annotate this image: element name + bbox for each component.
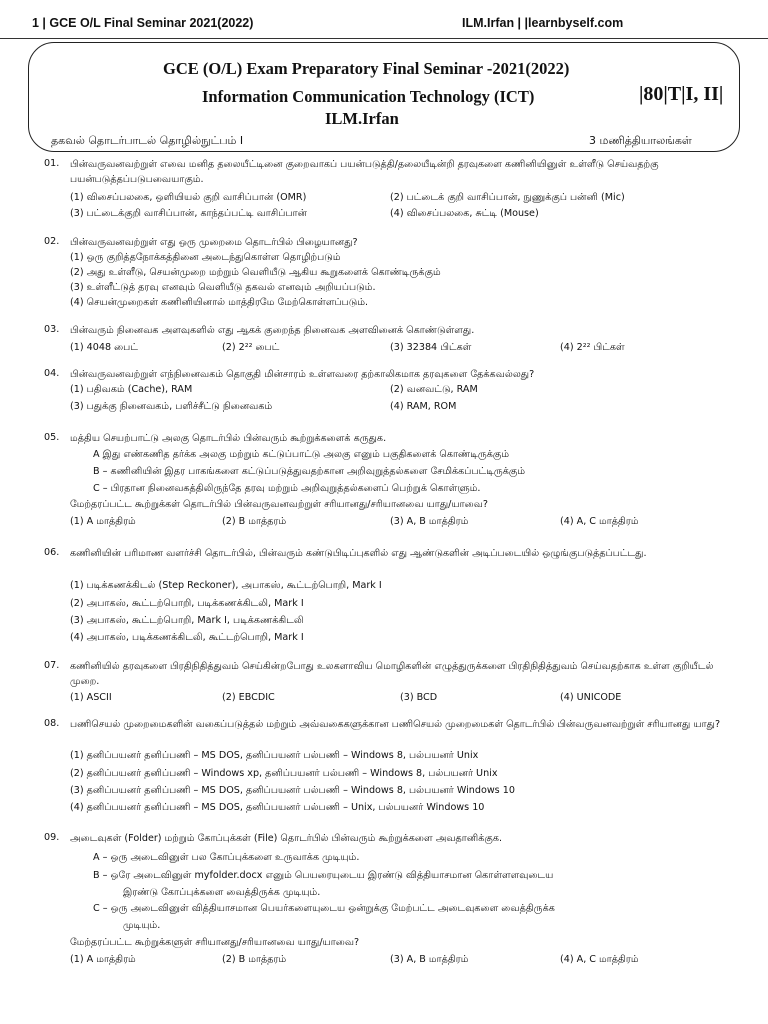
option: (2) EBCDIC: [222, 692, 275, 703]
option: (1) ASCII: [70, 692, 112, 703]
option: (4) தனிப்பயனர் தனிப்பணி – MS DOS, தனிப்பயனர் பல்பணி – Unix, பல்பயனர் Windows 10: [70, 802, 485, 813]
statement: A – ஒரு அடைவினுள் பல கோப்புக்களை உருவாக்க முடியும்.: [93, 852, 360, 863]
question-text: பின்வருவனவற்றுள் எந்நினைவகம் தொகுதி மின்சாரம் உள்ளவரை தற்காலிகமாக தரவுகளை தேக்கவல்லது?: [70, 369, 535, 380]
option: (2) வனவட்டு, RAM: [390, 384, 478, 395]
question-text: அடைவுகள் (Folder) மற்றும் கோப்புக்கள் (File) தொடர்பில் பின்வரும் கூற்றுக்களை அவதானிக்குக.: [70, 833, 503, 844]
option: (4) RAM, ROM: [390, 401, 457, 412]
option: (2) 2²² பைட்: [222, 342, 280, 353]
option: (1) A மாத்திரம்: [70, 954, 136, 965]
top-bar: [0, 12, 768, 39]
exam-title: GCE (O/L) Exam Preparatory Final Seminar -2021(2022): [163, 59, 570, 78]
option: (4) அபாகஸ், படிக்கணக்கிடலி, கூட்டற்பொறி, Mark I: [70, 632, 304, 643]
question-number: 06.: [44, 547, 60, 558]
question-number: 01.: [44, 158, 60, 169]
duration: 3 மணித்தியாலங்கள்: [589, 134, 692, 147]
option: (4) A, C மாத்திரம்: [560, 954, 639, 965]
statement: C – பிரதான நினைவகத்திலிருந்தே தரவு மற்றும் அறிவுறுத்தல்களைப் பெற்றுக் கொள்ளும்.: [93, 483, 481, 494]
option: (2) B மாத்தரம்: [222, 516, 287, 527]
question-number: 02.: [44, 236, 60, 247]
top-left-text: 1 | GCE O/L Final Seminar 2021(2022): [32, 16, 254, 30]
statement: முடியும்.: [123, 920, 161, 931]
subject-tamil: தகவல் தொடர்பாடல் தொழில்நுட்பம் I: [51, 134, 244, 147]
question-text: பணிசெயல் முறைமைகளின் வகைப்படுத்தல் மற்றும் அவ்வகைகளுக்கான பணிசெயல் முறைமைகள் தொடர்பில் பின்வருவனவற்றுள் சரியானது யாது?: [70, 719, 721, 730]
option: (1) ஒரு குறித்தநோக்கத்தினை அடைந்துகொள்ள தொழிற்படும்: [70, 252, 341, 263]
statement: C – ஒரு அடைவினுள் வித்தியாசமான பெயர்களையுடைய ஒன்றுக்கு மேற்பட்ட அடைவுகளை வைத்திருக்க: [93, 903, 555, 914]
option: (2) B மாத்தரம்: [222, 954, 287, 965]
title-box: [28, 42, 740, 152]
question-text: கணினியின் பரிமாண வளர்ச்சி தொடர்பில், பின்வரும் கண்டுபிடிப்புகளில் எது ஆண்டுகளின் அடிப்படையில் ஒழுங்குபடுத்தப்பட்டது.: [70, 548, 647, 559]
option: (3) அபாகஸ், கூட்டற்பொறி, Mark I, படிக்கணக்கிடலி: [70, 615, 304, 626]
top-right-text: ILM.Irfan | |learnbyself.com: [462, 16, 624, 30]
option: (1) A மாத்திரம்: [70, 516, 136, 527]
question-text: பின்வருவனவற்றுள் எவை மனித தலையீட்டினை குறைவாகப் பயன்படுத்தி/தலையீடின்றி தரவுகளை கணினியினுள் உள்ளீடு செய்வதற்கு பயன்படுத்தப்படுபவையாகும்.: [70, 159, 659, 185]
question-number: 03.: [44, 324, 60, 335]
option: (3) பட்டைக்குறி வாசிப்பான், காந்தப்பட்டி வாசிப்பான்: [70, 208, 307, 219]
option: (1) பதிவகம் (Cache), RAM: [70, 384, 193, 395]
question-number: 08.: [44, 718, 60, 729]
option: (3) 32384 பிட்கள்: [390, 342, 472, 353]
option: (3) தனிப்பயனர் தனிப்பணி – MS DOS, தனிப்பயனர் பல்பணி – Windows 8, பல்பயனர் Windows 10: [70, 785, 515, 796]
question-prompt: மேற்தரப்பட்ட கூற்றுக்களுள் சரியானது/சரியானவை யாது/யாவை?: [70, 937, 360, 948]
option: (1) விசைப்பலகை, ஒளியியல் குறி வாசிப்பான் (OMR): [70, 192, 307, 203]
statement: B – கணினியின் இதர பாகங்களை கட்டுப்படுத்துவதற்கான அறிவுறுத்தல்களை சேமிக்கப்பட்டிருக்கும்: [93, 466, 526, 477]
option: (4) விசைப்பலகை, சுட்டி (Mouse): [390, 208, 539, 219]
question-text: கணினியில் தரவுகளை பிரதிநிதித்துவம் செய்கின்றபோது உலகளாவிய மொழிகளின் எழுத்துருக்களை பிரதிநிதித்துவம் செய்வதற்காக உள்ள குறியீடல் முறை.: [70, 661, 714, 687]
subject-title: Information Communication Technology (ICT): [202, 87, 535, 106]
author-name: ILM.Irfan: [325, 109, 399, 128]
question-text: பின்வருவனவற்றுள் எது ஒரு முறைமை தொடர்பில் பிழையானது?: [70, 237, 358, 248]
option: (4) UNICODE: [560, 692, 622, 703]
option: (4) A, C மாத்திரம்: [560, 516, 639, 527]
option: (4) 2²² பிட்கள்: [560, 342, 625, 353]
question-number: 05.: [44, 432, 60, 443]
statement: இரண்டு கோப்புக்களை வைத்திருக்க முடியும்.: [123, 887, 321, 898]
statement: B – ஒரே அடைவினுள் myfolder.docx எனும் பெயரையுடைய இரண்டு வித்தியாசமான கொள்ளளவுடைய: [93, 870, 554, 881]
question-prompt: மேற்தரப்பட்ட கூற்றுக்கள் தொடர்பில் பின்வருவனவற்றுள் சரியானது/சரியானவை யாது/யாவை?: [70, 499, 488, 510]
option: (3) BCD: [400, 692, 438, 703]
option: (3) பதுக்கு நினைவகம், பளிச்சீட்டு நினைவகம்: [70, 401, 273, 412]
question-number: 07.: [44, 660, 60, 671]
option: (3) A, B மாத்திரம்: [390, 516, 469, 527]
paper-code: |80|T|I, II|: [639, 83, 724, 105]
option: (1) 4048 பைட்: [70, 342, 138, 353]
option: (1) தனிப்பயனர் தனிப்பணி – MS DOS, தனிப்பயனர் பல்பணி – Windows 8, பல்பயனர் Unix: [70, 750, 479, 761]
option: (2) பட்டைக் குறி வாசிப்பான், நுணுக்குப் பன்னி (Mic): [390, 192, 625, 203]
option: (4) செயன்முறைகள் கணினியினால் மாத்திரமே மேற்கொள்ளப்படும்.: [70, 297, 369, 308]
question-text: மத்திய செயற்பாட்டு அலகு தொடர்பில் பின்வரும் கூற்றுக்களைக் கருதுக.: [70, 433, 387, 444]
question-text: பின்வரும் நினைவக அளவுகளில் எது ஆகக் குறைந்த நினைவக அளவினைக் கொண்டுள்ளது.: [70, 325, 475, 336]
option: (3) A, B மாத்திரம்: [390, 954, 469, 965]
question-number: 04.: [44, 368, 60, 379]
option: (3) உள்ளீட்டுத் தரவு எனவும் வெளியீடு தகவல் எனவும் அறியப்படும்.: [70, 282, 376, 293]
option: (2) தனிப்பயனர் தனிப்பணி – Windows xp, தனிப்பயனர் பல்பணி – Windows 8, பல்பயனர் Unix: [70, 768, 498, 779]
option: (1) படிக்கணக்கிடல் (Step Reckoner), அபாகஸ், கூட்டற்பொறி, Mark I: [70, 580, 382, 591]
option: (2) அபாகஸ், கூட்டற்பொறி, படிக்கணக்கிடலி, Mark I: [70, 598, 304, 609]
statement: A இது எண்கணித தர்க்க அலகு மற்றும் கட்டுப்பாட்டு அலகு எனும் பகுதிகளைக் கொண்டிருக்கும்: [93, 449, 510, 460]
option: (2) அது உள்ளீடு, செயன்முறை மற்றும் வெளியீடு ஆகிய கூறுகளைக் கொண்டிருக்கும்: [70, 267, 441, 278]
question-number: 09.: [44, 832, 60, 843]
